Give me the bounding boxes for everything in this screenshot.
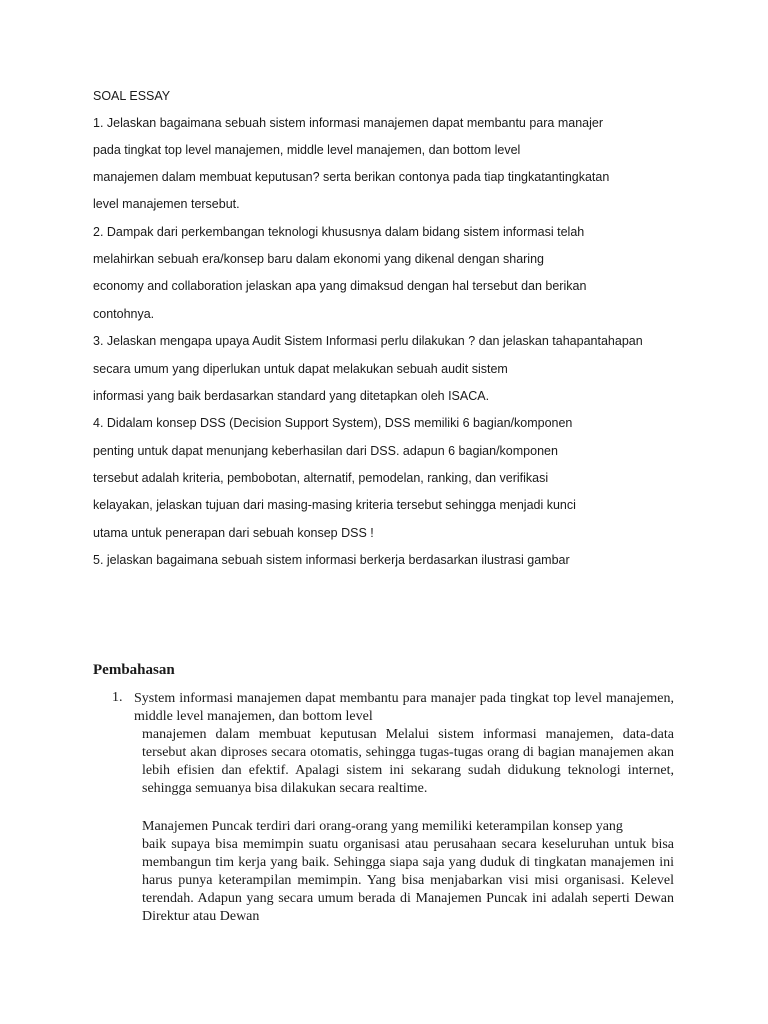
essay-line: 2. Dampak dari perkembangan teknologi khususnya dalam bidang sistem informasi telah bbox=[93, 225, 585, 239]
essay-line: utama untuk penerapan dari sebuah konsep DSS ! bbox=[93, 526, 374, 540]
list-number: 1. bbox=[112, 690, 123, 705]
essay-line: melahirkan sebuah era/konsep baru dalam ekonomi yang dikenal dengan sharing bbox=[93, 252, 544, 266]
answer-paragraph bbox=[142, 818, 674, 926]
paragraph-first-line: Manajemen Puncak terdiri dari orang-orang yang memiliki keterampilan konsep yang bbox=[142, 819, 623, 834]
essay-line: manajemen dalam membuat keputusan? serta berikan contonya pada tiap tingkatantingkatan bbox=[93, 170, 610, 184]
essay-line: economy and collaboration jelaskan apa yang dimaksud dengan hal tersebut dan berikan bbox=[93, 279, 587, 293]
paragraph-body: baik supaya bisa memimpin suatu organisasi atau perusahaan secara keseluruhan untuk bisa membangun tim kerja yang baik. Sehingga siapa saja yang duduk di tingkatan manajemen ini harus punya keterampilan memimpin. Yang bisa menjabarkan visi misi organisasi. Kelevel terendah. Adapun yang secara umum berada di Manajemen Puncak ini adalah seperti Dewan Direktur atau Dewan bbox=[142, 837, 674, 924]
essay-line: pada tingkat top level manajemen, middle level manajemen, dan bottom level bbox=[93, 143, 521, 157]
essay-line: penting untuk dapat menunjang keberhasilan dari DSS. adapun 6 bagian/komponen bbox=[93, 444, 558, 458]
discussion-heading: Pembahasan bbox=[93, 662, 175, 678]
essay-line: 5. jelaskan bagaimana sebuah sistem informasi berkerja berdasarkan ilustrasi gambar bbox=[93, 553, 570, 567]
answer-paragraph: manajemen dalam membuat keputusan Melalui sistem informasi manajemen, data-data tersebut akan diproses secara otomatis, sehingga tugas-tugas orang di bagian manajemen akan lebih efisien dan efektif. Apalagi sistem ini sekarang sudah didukung teknologi internet, sehingga semuanya bisa dilakukan secara realtime. bbox=[142, 727, 674, 796]
essay-line: secara umum yang diperlukan untuk dapat melakukan sebuah audit sistem bbox=[93, 362, 508, 376]
essay-line: 3. Jelaskan mengapa upaya Audit Sistem Informasi perlu dilakukan ? dan jelaskan tahapantahapan bbox=[93, 334, 643, 348]
essay-line: level manajemen tersebut. bbox=[93, 197, 240, 211]
essay-line: 1. Jelaskan bagaimana sebuah sistem informasi manajemen dapat membantu para manajer bbox=[93, 116, 604, 130]
essay-title: SOAL ESSAY bbox=[93, 89, 171, 103]
answer-item-text: System informasi manajemen dapat membantu para manajer pada tingkat top level manajemen, middle level manajemen, dan bottom level bbox=[134, 691, 674, 724]
essay-line: informasi yang baik berdasarkan standard yang ditetapkan oleh ISACA. bbox=[93, 389, 490, 403]
essay-line: contohnya. bbox=[93, 307, 155, 321]
essay-line: tersebut adalah kriteria, pembobotan, alternatif, pemodelan, ranking, dan verifikasi bbox=[93, 471, 549, 485]
essay-line: 4. Didalam konsep DSS (Decision Support System), DSS memiliki 6 bagian/komponen bbox=[93, 416, 573, 430]
essay-line: kelayakan, jelaskan tujuan dari masing-masing kriteria tersebut sehingga menjadi kunci bbox=[93, 498, 576, 512]
